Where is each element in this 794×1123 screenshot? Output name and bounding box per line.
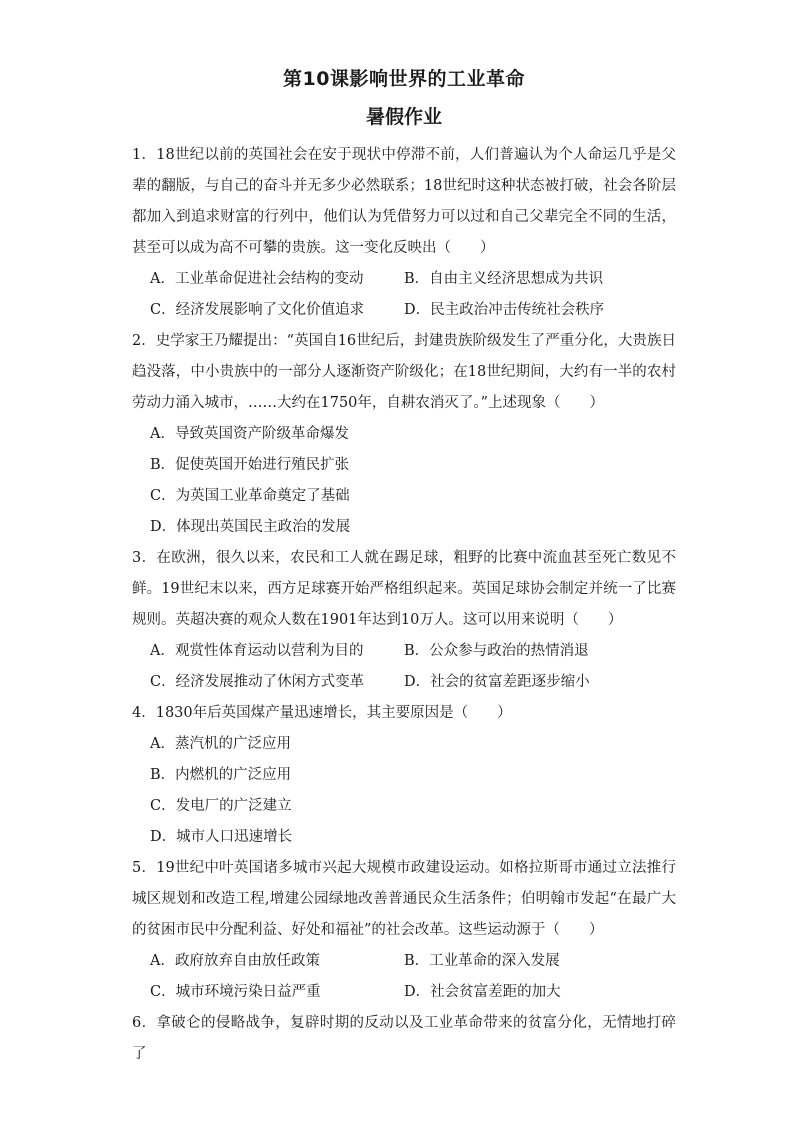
- option-list: [132, 264, 676, 326]
- option-c: C．经济发展影响了文化价值追求: [150, 302, 365, 318]
- option-a: A．观赏性体育运动以营利为目的: [150, 643, 364, 659]
- option-c: C．城市环境污染日益严重: [150, 984, 321, 1000]
- question-stem: 3．在欧洲，很久以来，农民和工人就在踢足球，粗野的比赛中流血甚至死亡数见不鲜。19世纪末以来，西方足球赛开始严格组织起来。英国足球协会制定并统一了比赛规则。英超决赛的观众人数在1901年达到10万人。这可以用来说明（ ）: [132, 550, 676, 628]
- question-stem: 6．拿破仑的侵略战争，复辟时期的反动以及工业革命带来的贫富分化，无情地打碎了: [132, 1015, 676, 1062]
- question-4: [132, 698, 676, 853]
- option-d: D．社会贫富差距的加大: [404, 984, 561, 1000]
- option-list: [132, 946, 676, 1008]
- option-list: [132, 729, 676, 853]
- option-d: D．城市人口迅速增长: [150, 829, 293, 845]
- option-d: D．民主政治冲击传统社会秩序: [404, 302, 605, 318]
- option-b: B．自由主义经济思想成为共识: [404, 271, 604, 287]
- option-list: [132, 636, 676, 698]
- option-a: A．蒸汽机的广泛应用: [150, 736, 291, 752]
- question-2: [132, 326, 676, 543]
- question-6: [132, 1008, 676, 1070]
- option-b: B．工业革命的深入发展: [404, 953, 560, 969]
- question-stem: 2．史学家王乃耀提出：“英国自16世纪后，封建贵族阶级发生了严重分化，大贵族日趋没落，中小贵族中的一部分人逐渐资产阶级化；在18世纪期间，大约有一半的农村劳动力涌入城市，……大约在1750年，自耕农消灭了。”上述现象（ ）: [132, 333, 676, 411]
- document-subtitle: 暑假作业: [365, 106, 442, 128]
- document-title: 第10课影响世界的工业革命: [283, 68, 525, 90]
- option-d: D．社会的贫富差距逐步缩小: [404, 674, 590, 690]
- option-b: B．内燃机的广泛应用: [150, 767, 292, 783]
- question-stem: 1．18世纪以前的英国社会在安于现状中停滞不前，人们普遍认为个人命运几乎是父辈的翻版，与自己的奋斗并无多少必然联系；18世纪时这种状态被打破，社会各阶层都加入到追求财富的行列中，他们认为凭借努力可以过和自己父辈完全不同的生活，甚至可以成为高不可攀的贵族。这一变化反映出（ ）: [132, 147, 676, 256]
- option-b: B．促使英国开始进行殖民扩张: [150, 457, 350, 473]
- question-stem: 5．19世纪中叶英国诸多城市兴起大规模市政建设运动。如格拉斯哥市通过立法推行城区规划和改造工程,增建公园绿地改善普通民众生活条件；伯明翰市发起“在最广大的贫困市民中分配利益、好处和福祉”的社会改革。这些运动源于（ ）: [132, 860, 676, 938]
- question-5: [132, 853, 676, 1008]
- option-c: C．发电厂的广泛建立: [150, 798, 292, 814]
- option-c: C．为英国工业革命奠定了基础: [150, 488, 350, 504]
- question-3: [132, 543, 676, 698]
- question-1: [132, 140, 676, 326]
- question-stem: 4．1830年后英国煤产量迅速增长，其主要原因是（ ）: [132, 705, 512, 721]
- option-list: [132, 419, 676, 543]
- option-a: A．工业革命促进社会结构的变动: [150, 271, 364, 287]
- option-b: B．公众参与政治的热情消退: [404, 643, 589, 659]
- option-a: A．导致英国资产阶级革命爆发: [150, 426, 349, 442]
- option-c: C．经济发展推动了休闲方式变革: [150, 674, 365, 690]
- option-a: A．政府放弃自由放任政策: [150, 953, 320, 969]
- option-d: D．体现出英国民主政治的发展: [150, 519, 351, 535]
